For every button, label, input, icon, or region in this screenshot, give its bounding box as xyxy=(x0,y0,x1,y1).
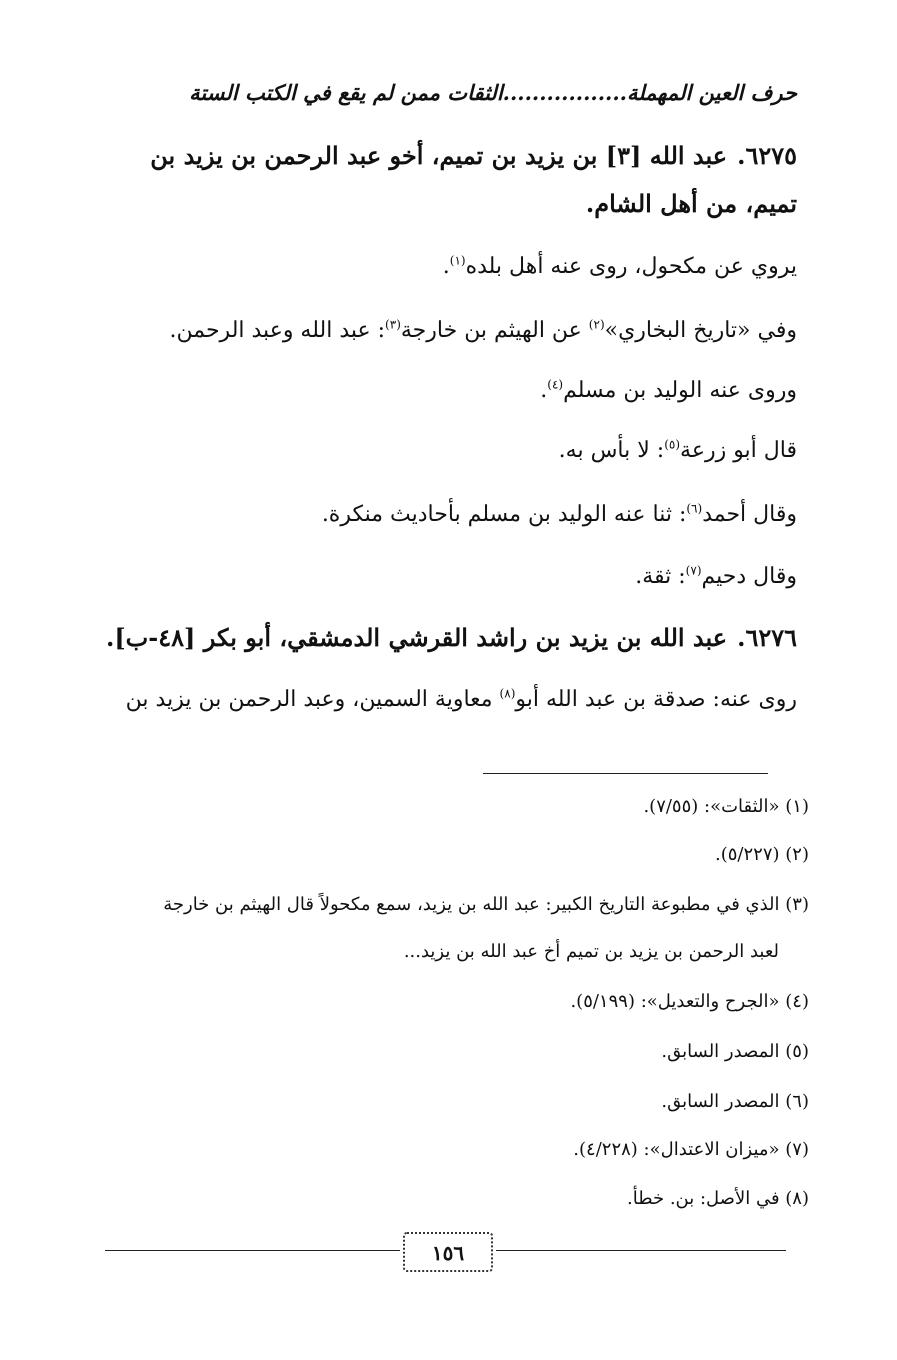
entry-6275-title xyxy=(97,132,797,228)
footnote-ref: (١) xyxy=(449,253,466,268)
footnote-ref: (٥) xyxy=(664,437,681,452)
footer-rule-right xyxy=(496,1250,786,1251)
body-text: وقال أحمد xyxy=(702,502,797,527)
body-text: : لا بأس به. xyxy=(558,438,665,463)
footnote-ref: (٧) xyxy=(685,563,702,578)
body-text: : عبد الله وعبد الرحمن. xyxy=(169,318,386,343)
footnote-ref: (٣) xyxy=(385,317,401,332)
footnote: (٤) «الجرح والتعديل»: (٥/١٩٩). xyxy=(570,991,809,1012)
body-text: : ثقة. xyxy=(635,564,686,589)
body-line xyxy=(97,250,797,284)
body-line xyxy=(97,314,797,348)
body-text: عن الهيثم بن خارجة xyxy=(400,318,589,343)
footnote: (٢) (٥/٢٢٧). xyxy=(715,844,809,865)
footnote-ref: (٨) xyxy=(499,686,516,701)
body-text: روى عنه: صدقة بن عبد الله أبو xyxy=(515,687,797,712)
body-text: معاوية السمين، وعبد الرحمن بن يزيد بن xyxy=(125,687,500,712)
footnote-continuation: لعبد الرحمن بن يزيد بن تميم أخ عبد الله بن يزيد... xyxy=(403,941,779,962)
footnote-ref: (٦) xyxy=(686,501,703,516)
body-text: وفي «تاريخ البخاري» xyxy=(604,318,797,343)
footer-rule-left xyxy=(105,1250,400,1251)
footnote-ref: (٢) xyxy=(588,317,605,332)
body-line xyxy=(97,683,797,717)
running-header: حرف العين المهملة.................الثقات ممن لم يقع في الكتب الستة xyxy=(189,80,797,105)
body-text: وروى عنه الوليد بن مسلم xyxy=(563,378,797,403)
body-line xyxy=(97,434,797,468)
body-text: : ثنا عنه الوليد بن مسلم بأحاديث منكرة. xyxy=(321,502,687,527)
footnote-ref: (٤) xyxy=(547,377,564,392)
entry-heading: عبد الله [٣] بن يزيد بن تميم، أخو عبد الرحمن بن يزيد بن تميم، من أهل الشام. xyxy=(150,141,797,218)
body-text: . xyxy=(442,254,450,279)
body-text: . xyxy=(540,378,548,403)
page-number: ١٥٦ xyxy=(403,1232,493,1272)
body-text: قال أبو زرعة xyxy=(680,438,797,463)
body-line xyxy=(97,560,797,594)
entry-number: ٦٢٧٥. xyxy=(737,141,797,170)
footnote: (٧) «ميزان الاعتدال»: (٤/٢٢٨). xyxy=(573,1139,809,1160)
entry-6276-title xyxy=(97,614,797,662)
body-text: وقال دحيم xyxy=(701,564,797,589)
body-line xyxy=(97,374,797,408)
footnote: (١) «الثقات»: (٧/٥٥). xyxy=(643,796,809,817)
footnote: (٥) المصدر السابق. xyxy=(661,1041,809,1062)
footnote: (٦) المصدر السابق. xyxy=(661,1091,809,1112)
footnote-separator xyxy=(483,773,768,774)
footnote: (٨) في الأصل: بن. خطأ. xyxy=(627,1188,809,1209)
entry-heading: عبد الله بن يزيد بن راشد القرشي الدمشقي، أبو بكر [٤٨-ب]. xyxy=(105,623,728,652)
entry-number: ٦٢٧٦. xyxy=(737,623,797,652)
footnote: (٣) الذي في مطبوعة التاريخ الكبير: عبد الله بن يزيد، سمع مكحولاً قال الهيثم بن خارجة xyxy=(163,894,809,915)
body-text: يروي عن مكحول، روى عنه أهل بلده xyxy=(465,254,797,279)
body-line xyxy=(97,498,797,532)
